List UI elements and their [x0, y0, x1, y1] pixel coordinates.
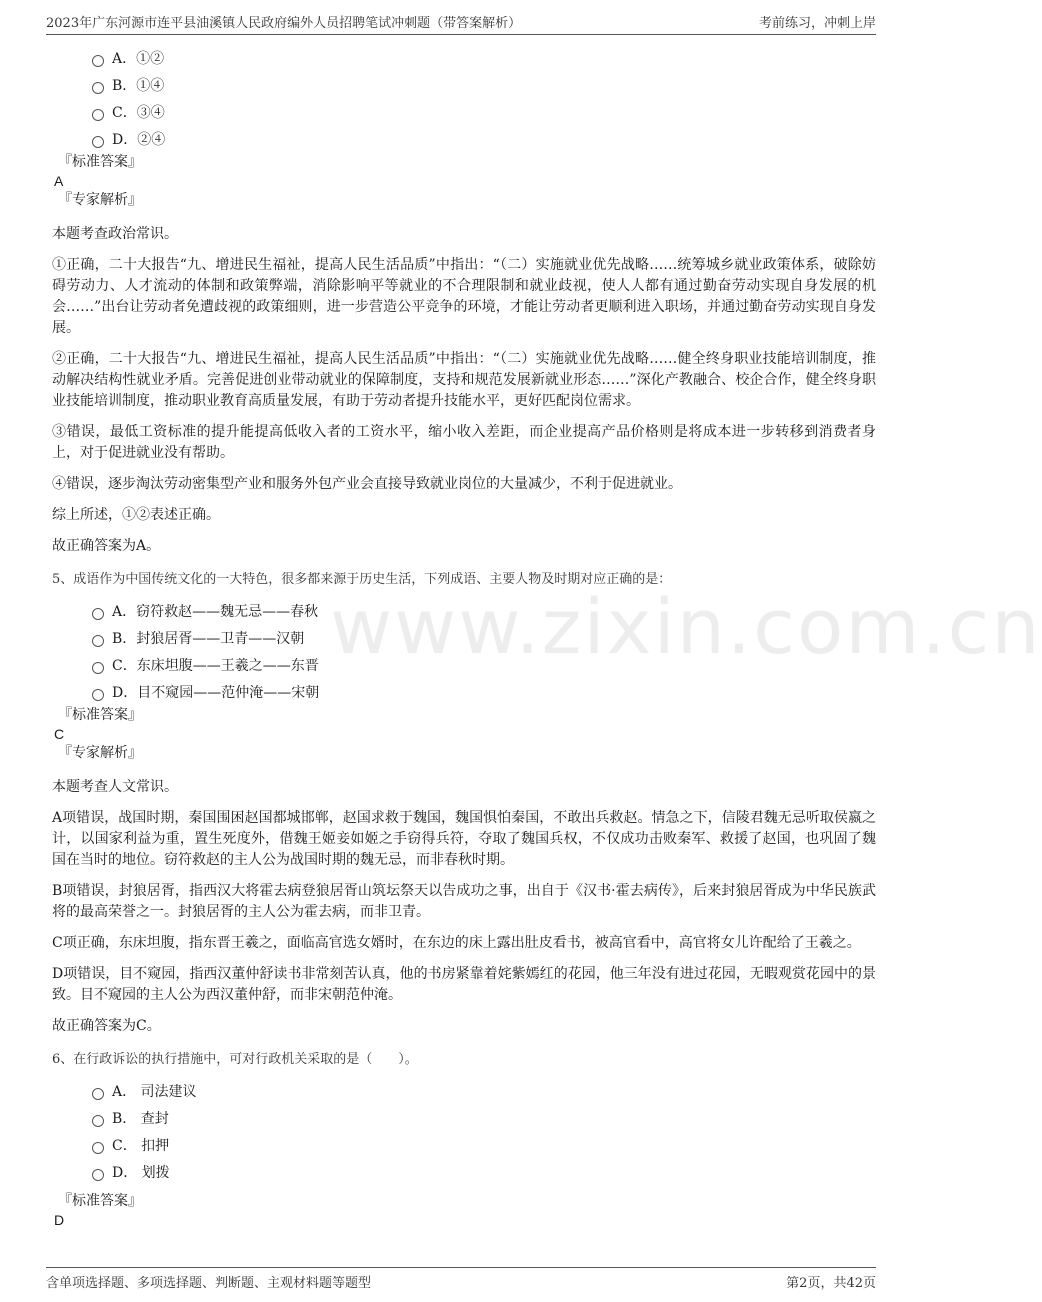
- document-title: 2023年广东河源市连平县油溪镇人民政府编外人员招聘笔试冲刺题（带答案解析）: [46, 16, 522, 31]
- radio-icon[interactable]: [92, 1142, 104, 1154]
- q4-option-d[interactable]: D．②④: [92, 125, 876, 152]
- q6-options: [92, 1077, 876, 1185]
- radio-icon[interactable]: [92, 608, 104, 620]
- watermark: www.zixin.com.cn: [330, 582, 1042, 671]
- q5-option-a[interactable]: A．窃符救赵——魏无忌——春秋: [92, 597, 876, 624]
- q4-answer-tag: 『标准答案』: [58, 154, 142, 170]
- page-footer: [46, 1267, 876, 1292]
- q4-analysis-paragraph: ③错误，最低工资标准的提升能提高低收入者的工资水平，缩小收入差距，而企业提高产品价格则是将成本进一步转移到消费者身上，对于促进就业没有帮助。: [52, 424, 876, 461]
- q4-analysis-paragraph: ①正确，二十大报告“九、增进民生福祉，提高人民生活品质”中指出：“（二）实施就业优先战略……统筹城乡就业政策体系，破除妨碍劳动力、人才流动的体制和政策弊端，消除影响平等就业的不合理限制和就业歧视，使人人都有通过勤奋劳动实现自身发展的机会……”出台让劳动者免遭歧视的政策细则，进一步营造公平竞争的环境，才能让劳动者更顺利进入职场，并通过勤奋劳动实现自身发展。: [52, 257, 876, 336]
- q4-option-c[interactable]: C．③④: [92, 98, 876, 125]
- q5-analysis-paragraph: D项错误，目不窥园，指西汉董仲舒读书非常刻苦认真，他的书房紧靠着姹紫嫣红的花园，他三年没有进过花园，无暇观赏花园中的景致。目不窥园的主人公为西汉董仲舒，而非宋朝范仲淹。: [52, 966, 876, 1003]
- q5-analysis-paragraph: 本题考查人文常识。: [52, 779, 178, 795]
- radio-icon[interactable]: [92, 82, 104, 94]
- radio-icon[interactable]: [92, 109, 104, 121]
- q4-analysis-paragraph: 故正确答案为A。: [52, 538, 161, 554]
- q5-option-b[interactable]: B．封狼居胥——卫青——汉朝: [92, 624, 876, 651]
- header-slogan: 考前练习，冲刺上岸: [758, 16, 876, 31]
- page-content: [52, 44, 876, 1229]
- q6-option-c[interactable]: C． 扣押: [92, 1131, 876, 1158]
- q4-analysis-paragraph: 本题考查政治常识。: [52, 226, 178, 242]
- radio-icon[interactable]: [92, 1115, 104, 1127]
- radio-icon[interactable]: [92, 136, 104, 148]
- q5-question: 5、成语作为中国传统文化的一大特色，很多都来源于历史生活，下列成语、主要人物及时期对应正确的是：: [52, 572, 672, 587]
- radio-icon[interactable]: [92, 662, 104, 674]
- q5-analysis-tag: 『专家解析』: [58, 745, 142, 761]
- q5-options: [92, 597, 876, 705]
- q6-option-d[interactable]: D． 划拨: [92, 1158, 876, 1185]
- q4-analysis-paragraph: ④错误，逐步淘汰劳动密集型产业和服务外包产业会直接导致就业岗位的大量减少，不利于促进就业。: [52, 476, 682, 492]
- page-header: [46, 10, 876, 35]
- radio-icon[interactable]: [92, 635, 104, 647]
- q6-question: 6、在行政诉讼的执行措施中，可对行政机关采取的是（ ）。: [52, 1052, 418, 1067]
- q6-answer: D: [54, 1212, 65, 1228]
- radio-icon[interactable]: [92, 1088, 104, 1100]
- q6-answer-tag: 『标准答案』: [58, 1193, 142, 1209]
- page-number: 第2页，共42页: [786, 1276, 876, 1291]
- q5-analysis-paragraph: A项错误，战国时期，秦国围困赵国都城邯郸，赵国求救于魏国，魏国惧怕秦国，不敢出兵救赵。情急之下，信陵君魏无忌听取侯嬴之计，以国家利益为重，置生死度外，借魏王姬妾如姬之手窃得兵符，夺取了魏国兵权，不仅成功击败秦军、救援了赵国，也巩固了魏国在当时的地位。窃符救赵的主人公为战国时期的魏无忌，而非春秋时期。: [52, 810, 876, 868]
- q6-option-b[interactable]: B． 查封: [92, 1104, 876, 1131]
- footer-note: 含单项选择题、多项选择题、判断题、主观材料题等题型: [46, 1276, 372, 1291]
- radio-icon[interactable]: [92, 1169, 104, 1181]
- q4-answer: A: [54, 173, 64, 189]
- q5-analysis-paragraph: C项正确，东床坦腹，指东晋王羲之，面临高官选女婿时，在东边的床上露出肚皮看书，被高官看中，高官将女儿许配给了王羲之。: [52, 935, 861, 951]
- q5-analysis-paragraph: 故正确答案为C。: [52, 1018, 161, 1034]
- q5-analysis-paragraph: B项错误，封狼居胥，指西汉大将霍去病登狼居胥山筑坛祭天以告成功之事，出自于《汉书·霍去病传》，后来封狼居胥成为中华民族武将的最高荣誉之一。封狼居胥的主人公为霍去病，而非卫青。: [52, 883, 876, 920]
- q4-analysis-paragraph: 综上所述，①②表述正确。: [52, 507, 220, 523]
- radio-icon[interactable]: [92, 55, 104, 67]
- q4-analysis-tag: 『专家解析』: [58, 192, 142, 208]
- q5-answer: C: [54, 726, 65, 742]
- q4-analysis-paragraph: ②正确，二十大报告“九、增进民生福祉，提高人民生活品质”中指出：“（二）实施就业优先战略……健全终身职业技能培训制度，推动解决结构性就业矛盾。完善促进创业带动就业的保障制度，支持和规范发展新就业形态……”深化产教融合、校企合作，健全终身职业技能培训制度，推动职业教育高质量发展，有助于劳动者提升技能水平，更好匹配岗位需求。: [52, 351, 876, 409]
- q5-option-c[interactable]: C．东床坦腹——王羲之——东晋: [92, 651, 876, 678]
- q5-option-d[interactable]: D．目不窥园——范仲淹——宋朝: [92, 678, 876, 705]
- q4-options: [92, 44, 876, 152]
- q5-answer-tag: 『标准答案』: [58, 707, 142, 723]
- radio-icon[interactable]: [92, 689, 104, 701]
- q4-option-b[interactable]: B．①④: [92, 71, 876, 98]
- q4-option-a[interactable]: A．①②: [92, 44, 876, 71]
- q6-option-a[interactable]: A． 司法建议: [92, 1077, 876, 1104]
